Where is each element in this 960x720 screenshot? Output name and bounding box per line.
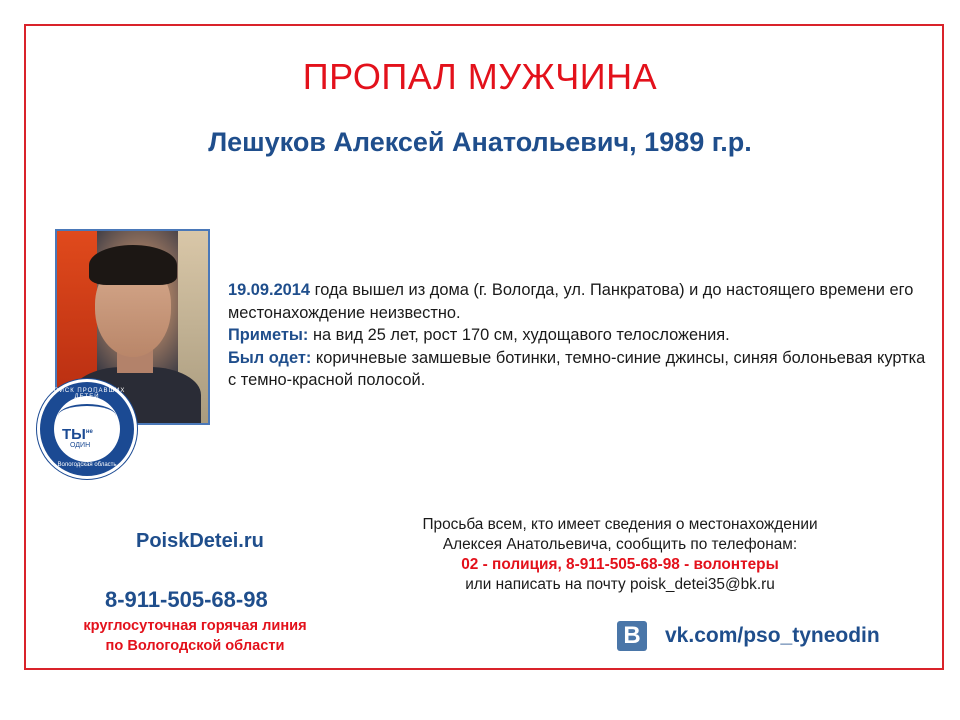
clothes-text: коричневые замшевые ботинки, темно-синие джинсы, синяя болоньевая куртка с темно-красной полосой. xyxy=(228,348,926,389)
signs-text: на вид 25 лет, рост 170 см, худощавого телосложения. xyxy=(308,326,730,344)
missing-person-details xyxy=(228,279,928,392)
seal-ring-bottom-text: Вологодская область xyxy=(57,462,117,468)
hotline-phone: 8-911-505-68-98 xyxy=(105,587,268,612)
seal-odin-text: ОДИН xyxy=(70,442,91,449)
missing-person-name: Лешуков Алексей Анатольевич, 1989 г.р. xyxy=(208,127,752,157)
appeal-line-1: Просьба всем, кто имеет сведения о местонахождении xyxy=(422,516,818,533)
clothes-label: Был одет: xyxy=(228,348,312,367)
seal-ty-text: $ТЫ^{не}$ xyxy=(62,426,93,443)
hotline-caption: круглосуточная горячая линия по Вологодской области xyxy=(83,618,307,654)
appeal-email: или написать на почту poisk_detei35@bk.ru xyxy=(465,576,775,593)
vk-link[interactable]: vk.com/pso_tyneodin xyxy=(665,624,880,647)
poster-title: ПРОПАЛ МУЖЧИНА xyxy=(302,56,658,97)
website-link[interactable]: PoiskDetei.ru xyxy=(136,530,264,552)
vk-logo-icon[interactable]: В xyxy=(617,621,647,651)
search-organization-seal xyxy=(37,379,137,479)
disappearance-text: года вышел из дома (г. Вологда, ул. Панкратова) и до настоящего времени его местонахождение неизвестно. xyxy=(228,281,914,322)
seal-ring-top-text: ПОИСК ПРОПАВШИХ ДЕТЕЙ xyxy=(48,388,126,400)
disappearance-date: 19.09.2014 xyxy=(228,281,311,299)
signs-label: Приметы: xyxy=(228,326,309,344)
appeal-line-2: Алексея Анатольевича, сообщить по телефонам: xyxy=(442,536,798,553)
hands-icon xyxy=(58,404,116,428)
appeal-text xyxy=(350,515,890,595)
appeal-phones: 02 - полиция, 8-911-505-68-98 - волонтеры xyxy=(461,556,779,573)
